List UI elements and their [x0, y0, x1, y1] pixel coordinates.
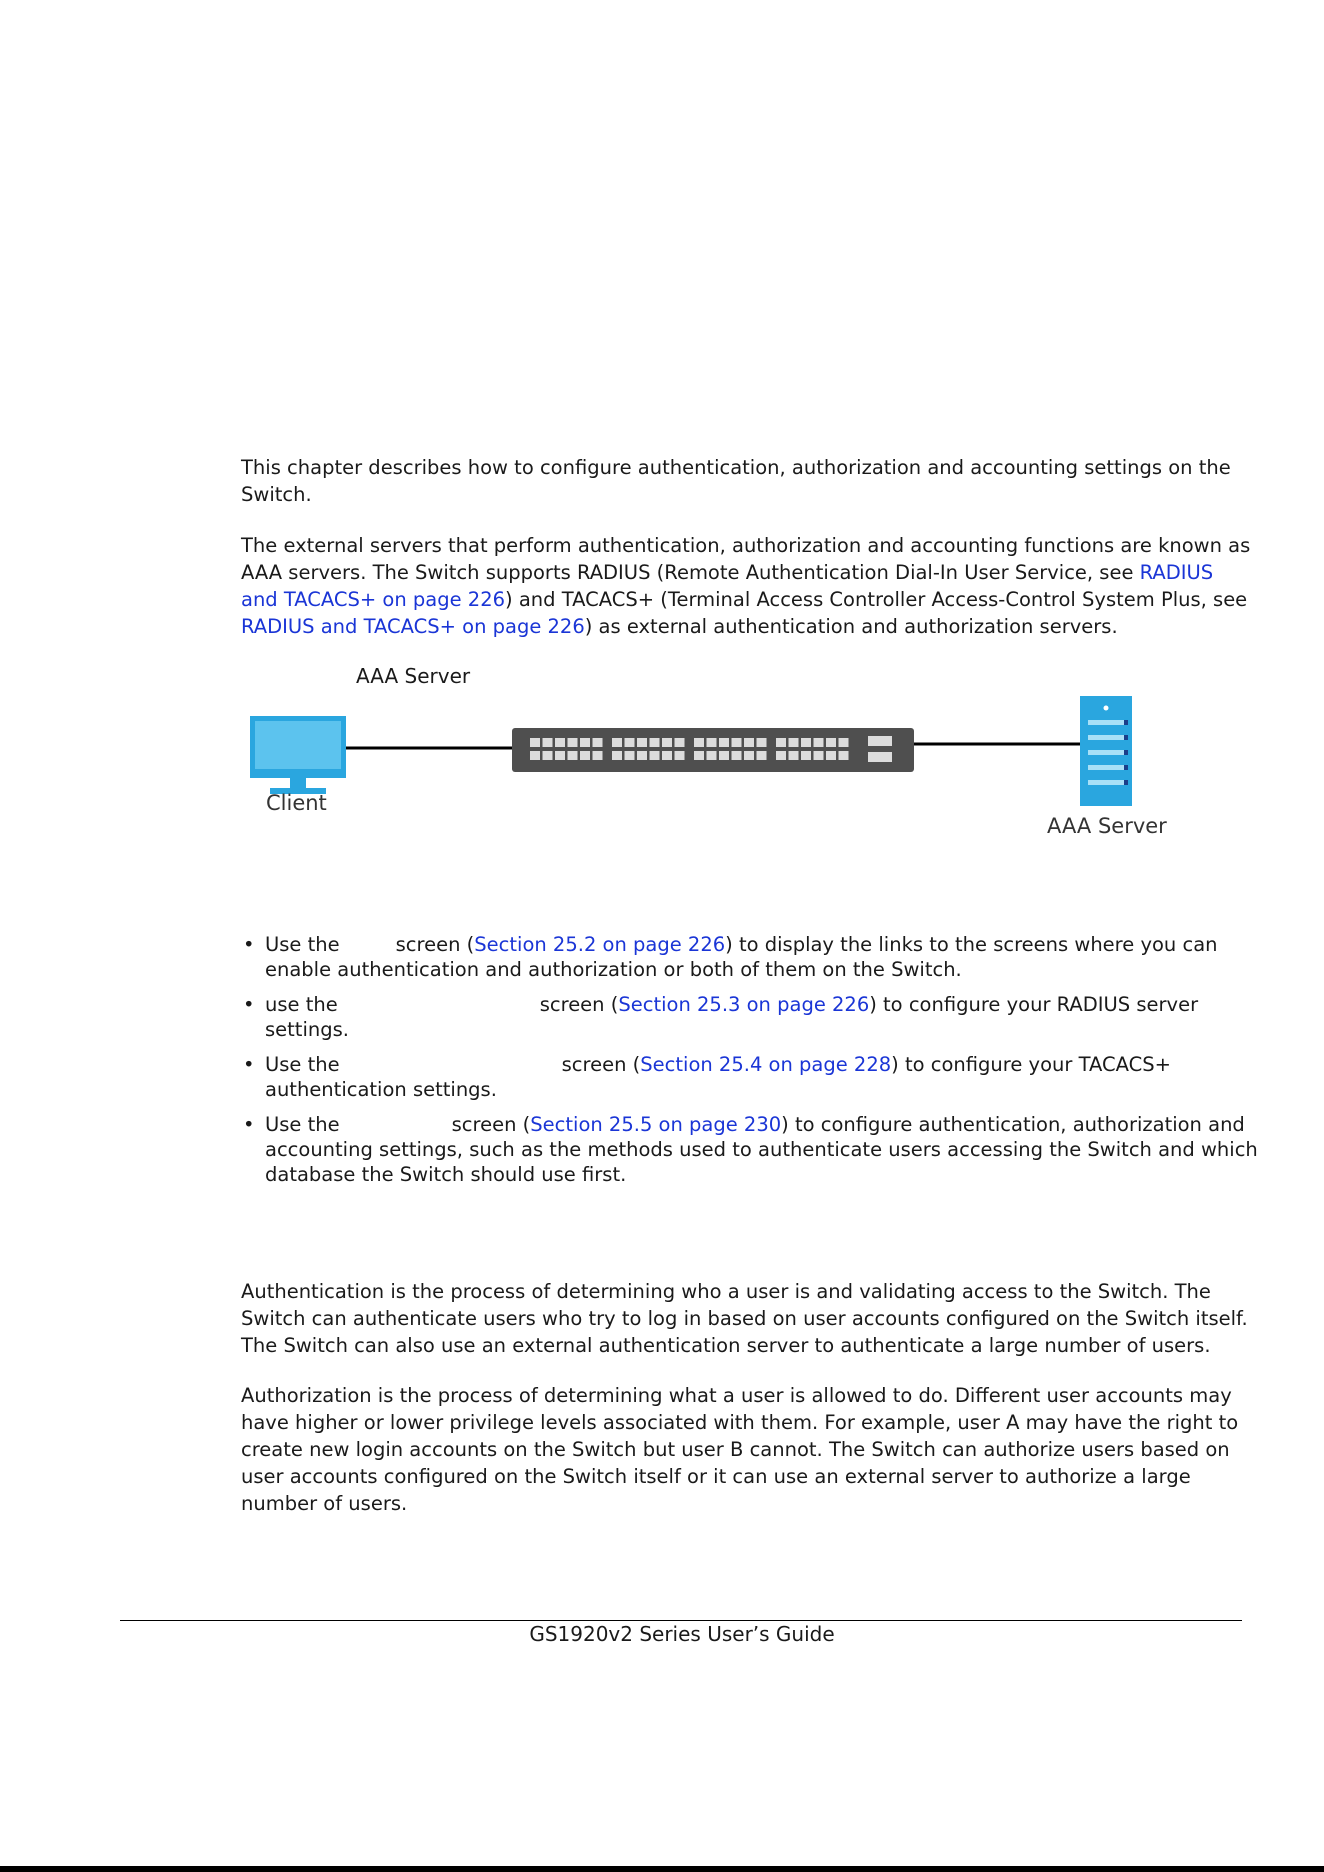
list-item: [241, 1112, 1261, 1187]
switch-port: [593, 751, 603, 760]
radius-tacacs-link-2[interactable]: RADIUS and TACACS+ on page 226: [241, 615, 585, 638]
switch-port: [789, 738, 799, 747]
switch-port: [694, 751, 704, 760]
intro-text-2c: ) as external authentication and authorization servers.: [584, 615, 1118, 638]
switch-port: [839, 751, 849, 760]
switch-port: [732, 738, 742, 747]
switch-port: [757, 738, 767, 747]
section-link-25-3[interactable]: Section 25.3 on page 226: [618, 993, 870, 1016]
bullet-icon: •: [243, 993, 255, 1016]
switch-port: [650, 738, 660, 747]
switch-port: [662, 751, 672, 760]
screen-list: [241, 932, 1261, 1197]
list-item-text: screen (: [451, 1113, 531, 1136]
switch-port: [555, 738, 565, 747]
authentication-text: Authentication is the process of determining who a user is and validating access to the Switch. The Switch can authenticate users who try to log in based on user accounts configured on the Switch itself. The Switch can also use an external authentication server to authenticate a large number of users.: [241, 1280, 1248, 1357]
switch-port: [732, 751, 742, 760]
switch-port: [650, 751, 660, 760]
switch-port: [543, 738, 553, 747]
switch-port: [826, 751, 836, 760]
radius-tacacs-link-1[interactable]: RADIUS and TACACS+ on page 226: [241, 561, 1214, 611]
switch-port: [789, 751, 799, 760]
list-item-text: ) to configure your TACACS+ authentication settings.: [265, 1053, 1171, 1101]
switch-port: [707, 738, 717, 747]
aaa-network-diagram: [240, 660, 1180, 850]
switch-port: [568, 738, 578, 747]
switch-port: [625, 751, 635, 760]
switch-port: [744, 738, 754, 747]
switch-port: [555, 751, 565, 760]
switch-port: [612, 738, 622, 747]
switch-port: [593, 738, 603, 747]
authentication-paragraph: [241, 1278, 1251, 1359]
switch-port: [637, 738, 647, 747]
scan-edge: [0, 1866, 1324, 1872]
bullet-icon: •: [243, 1053, 255, 1076]
switch-port: [719, 738, 729, 747]
list-item-text: Use the: [265, 933, 340, 956]
list-item: [241, 1052, 1261, 1102]
switch-port: [707, 751, 717, 760]
switch-port: [662, 738, 672, 747]
switch-port: [814, 738, 824, 747]
list-item: [241, 932, 1261, 982]
list-item: [241, 992, 1261, 1042]
switch-port: [814, 751, 824, 760]
switch-port: [776, 751, 786, 760]
switch-port: [776, 738, 786, 747]
list-item-text: Use the: [265, 1113, 340, 1136]
footer-title: GS1920v2 Series User’s Guide: [529, 1622, 835, 1646]
list-item-text: use the: [265, 993, 338, 1016]
switch-port: [543, 751, 553, 760]
list-item-text: screen (: [561, 1053, 641, 1076]
switch-port: [530, 751, 540, 760]
section-link-25-5[interactable]: Section 25.5 on page 230: [530, 1113, 782, 1136]
switch-port: [612, 751, 622, 760]
switch-port: [757, 751, 767, 760]
switch-port: [839, 738, 849, 747]
intro-text-2a: The external servers that perform authentication, authorization and accounting functions are known as AAA servers. The Switch supports RADIUS (Remote Authentication Dial-In User Service, see: [241, 534, 1251, 584]
switch-port: [568, 751, 578, 760]
list-item-text: ) to configure your RADIUS server settings.: [265, 993, 1199, 1041]
footer-divider: [120, 1620, 1242, 1621]
switch-port: [719, 751, 729, 760]
section-link-25-2[interactable]: Section 25.2 on page 226: [474, 933, 726, 956]
switch-port: [580, 751, 590, 760]
bullet-icon: •: [243, 1113, 255, 1136]
intro-text-1: This chapter describes how to configure authentication, authorization and accounting settings on the Switch.: [241, 456, 1231, 506]
server-icon: [1080, 696, 1132, 806]
authorization-text: Authorization is the process of determining what a user is allowed to do. Different user accounts may have higher or lower privilege levels associated with them. For example, user A may have the right to create new login accounts on the Switch but user B cannot. The Switch can authorize users based on user accounts configured on the Switch itself or it can use an external server to authorize a large number of users.: [241, 1384, 1239, 1515]
switch-port: [637, 751, 647, 760]
intro-text-2b: ) and TACACS+ (Terminal Access Controller Access-Control System Plus, see: [505, 588, 1248, 611]
list-item-text: ) to display the links to the screens where you can enable authentication and authorization or both of them on the Switch.: [265, 933, 1218, 981]
client-monitor-icon: [250, 716, 346, 794]
bullet-icon: •: [243, 933, 255, 956]
client-label: Client: [266, 791, 327, 815]
switch-port: [801, 738, 811, 747]
switch-port: [625, 738, 635, 747]
list-item-text: screen (: [395, 933, 475, 956]
switch-port: [744, 751, 754, 760]
switch-port: [694, 738, 704, 747]
intro-paragraph-2: [241, 532, 1251, 640]
authorization-paragraph: [241, 1382, 1251, 1517]
switch-icon: [512, 728, 914, 772]
diagram-caption: AAA Server: [356, 664, 471, 688]
list-item-text: screen (: [539, 993, 619, 1016]
list-item-text: ) to configure authentication, authorization and accounting settings, such as the methods used to authenticate users accessing the Switch and which database the Switch should use first.: [265, 1113, 1258, 1186]
switch-port: [675, 751, 685, 760]
switch-port: [580, 738, 590, 747]
list-item-text: Use the: [265, 1053, 340, 1076]
aaa-server-label: AAA Server: [1047, 814, 1167, 838]
switch-port: [675, 738, 685, 747]
switch-port: [530, 738, 540, 747]
switch-port: [826, 738, 836, 747]
switch-port: [801, 751, 811, 760]
section-link-25-4[interactable]: Section 25.4 on page 228: [640, 1053, 892, 1076]
intro-paragraph-1: [241, 454, 1251, 508]
